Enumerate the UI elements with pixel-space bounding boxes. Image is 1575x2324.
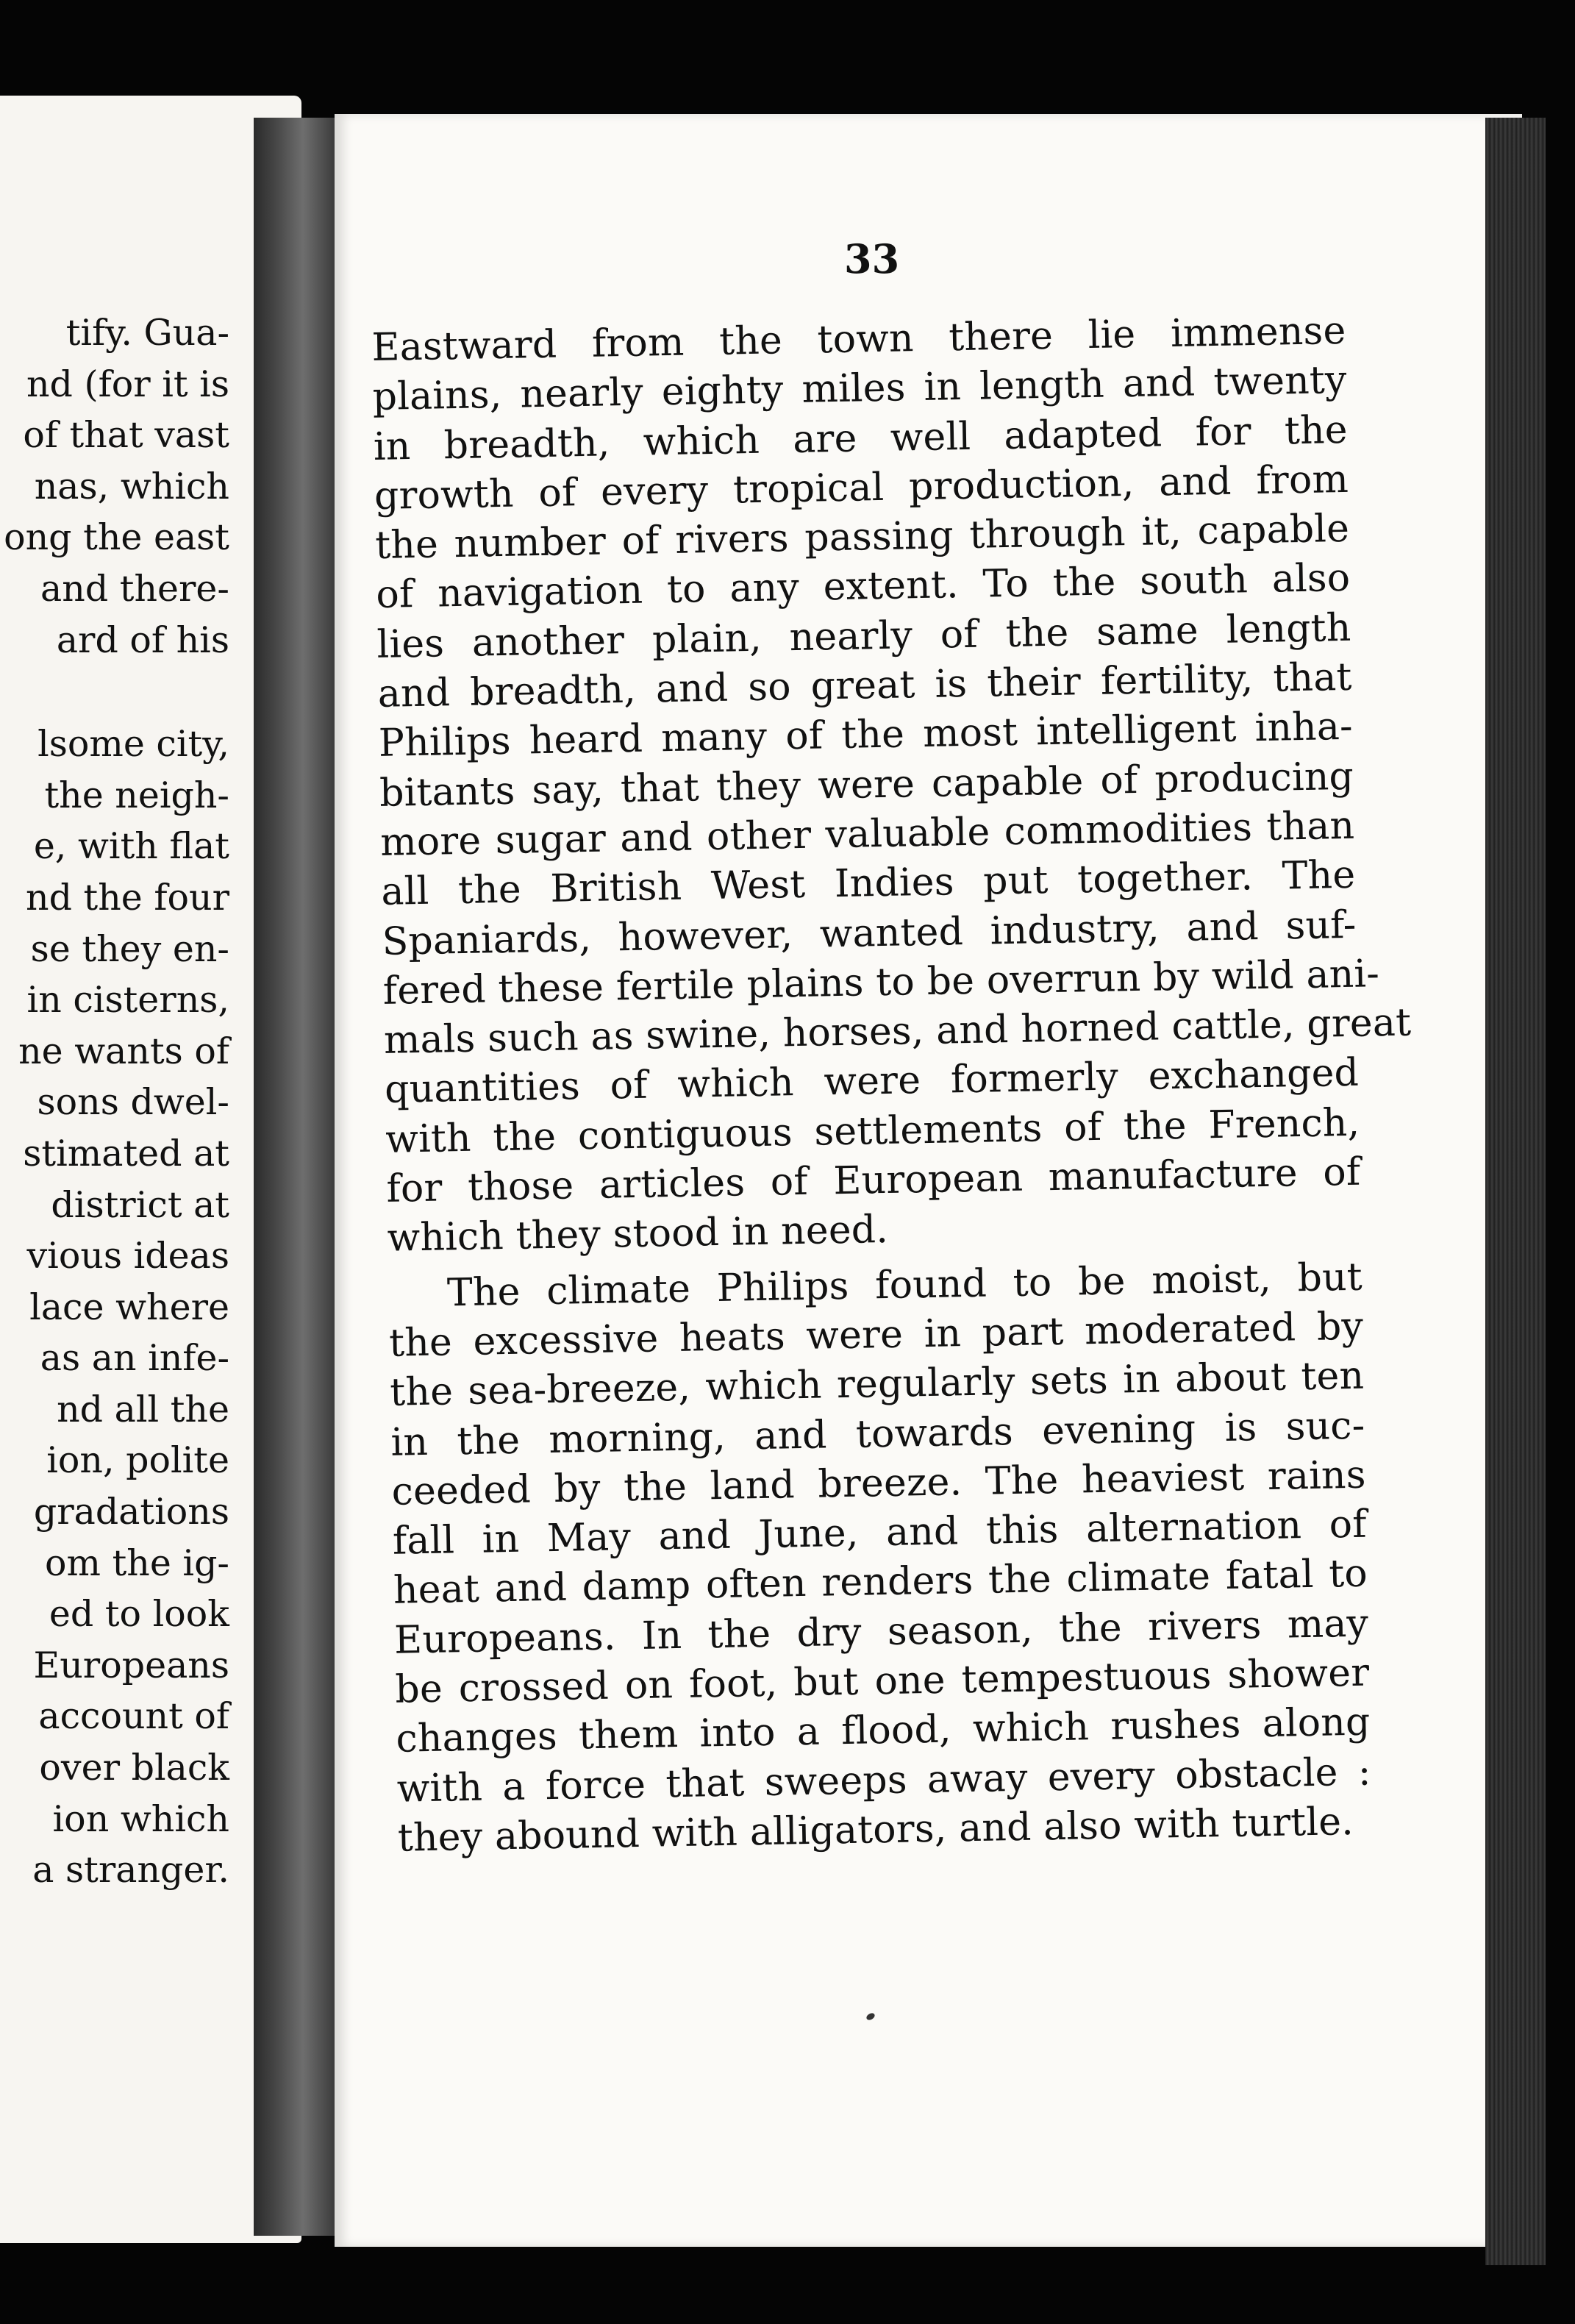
text-line: with the contiguous settlements of the French,	[385, 1100, 1360, 1162]
page-number: 33	[844, 235, 900, 282]
left-page-line: district at	[51, 1183, 229, 1226]
left-page-line: ong the east	[4, 516, 229, 559]
left-page-line: ard of his	[56, 619, 229, 661]
text-line: The climate Philips found to be moist, but	[446, 1255, 1363, 1316]
left-page-line: ion which	[52, 1797, 229, 1840]
left-page-line: as an infe-	[40, 1337, 229, 1380]
left-page-line: vious ideas	[26, 1235, 229, 1277]
left-page-line: ne wants of	[18, 1030, 229, 1072]
left-page-line	[4, 666, 229, 719]
text-line: plains, nearly eighty miles in length and twenty	[372, 358, 1348, 420]
left-page-line: nd (for it is	[26, 363, 229, 405]
left-page-line: se they en-	[30, 927, 229, 970]
text-line: heat and damp often renders the climate fatal to	[393, 1552, 1368, 1614]
text-line: in breadth, which are well adapted for the	[373, 407, 1349, 469]
left-page-line: e, with flat	[33, 825, 229, 868]
left-page-line: nd all the	[57, 1388, 229, 1430]
text-line: the excessive heats were in part moderated by	[388, 1304, 1364, 1366]
text-line: more sugar and other valuable commodities than	[379, 803, 1355, 865]
text-line: lies another plain, nearly of the same length	[376, 605, 1351, 667]
left-page-line: Europeans	[33, 1644, 229, 1686]
text-line: Spaniards, however, wanted industry, and suf-	[382, 902, 1357, 964]
left-page-line: ion, polite	[46, 1439, 229, 1482]
left-page-line: nd the four	[26, 876, 229, 919]
left-page-line: lsome city,	[38, 723, 229, 766]
text-line: Eastward from the town there lie immense	[371, 308, 1346, 370]
text-line: Europeans. In the dry season, the rivers may	[393, 1601, 1369, 1663]
left-page-line: gradations	[33, 1491, 229, 1533]
left-page-line: the neigh-	[44, 774, 229, 816]
left-page-line: stimated at	[23, 1132, 229, 1175]
text-line: of navigation to any extent. To the south also	[375, 556, 1351, 618]
text-line: ceeded by the land breeze. The heaviest rains	[391, 1452, 1367, 1514]
left-page-text	[4, 307, 229, 1896]
left-page-line: ed to look	[49, 1593, 229, 1636]
left-page-line: and there-	[40, 567, 229, 610]
left-page-line: account of	[38, 1695, 229, 1738]
paragraph-1	[371, 307, 1412, 1264]
book-gutter-shadow	[254, 118, 336, 2236]
text-line: for those articles of European manufacture of	[386, 1149, 1361, 1211]
text-line: growth of every tropical production, and from	[374, 457, 1349, 518]
text-line: they abound with alligators, and also with turtle.	[397, 1799, 1354, 1861]
left-page-line: a stranger.	[32, 1849, 229, 1892]
left-page-line: sons dwel-	[37, 1081, 229, 1124]
left-page-line: tify. Gua-	[65, 312, 229, 354]
left-page-line: over black	[39, 1747, 229, 1789]
left-page-line: nas, which	[34, 465, 229, 507]
text-line: changes them into a flood, which rushes along	[396, 1700, 1371, 1762]
text-line: be crossed on foot, but one tempestuous shower	[394, 1650, 1370, 1712]
text-line: mals such as swine, horses, and horned cattle, great	[383, 1000, 1412, 1063]
text-line: Philips heard many of the most intelligent inha-	[378, 705, 1354, 766]
page-body-text	[371, 307, 1412, 1864]
text-line: the sea-breeze, which regularly sets in about ten	[389, 1353, 1365, 1416]
text-line: in the morning, and towards evening is suc-	[390, 1403, 1365, 1465]
left-page-line: of that vast	[23, 414, 229, 457]
text-line: quantities of which were formerly exchanged	[384, 1051, 1360, 1113]
left-page-line: lace where	[29, 1286, 229, 1328]
text-line: and breadth, and so great is their fertility, that	[377, 655, 1353, 716]
text-line: fall in May and June, and this alternation of	[392, 1502, 1368, 1564]
text-line: bitants say, that they were capable of producing	[379, 754, 1354, 816]
page-edge-shadow	[1485, 118, 1546, 2265]
paragraph-2	[388, 1252, 1372, 1864]
text-line: all the British West Indies put together. The	[380, 853, 1356, 915]
left-page-line: om the ig-	[45, 1541, 229, 1584]
text-line: the number of rivers passing through it, capable	[374, 507, 1350, 568]
text-line: fered these fertile plains to be overrun by wild ani-	[382, 952, 1380, 1013]
text-line: which they stood in need.	[387, 1208, 889, 1261]
left-page-line: in cisterns,	[26, 979, 229, 1022]
text-line: with a force that sweeps away every obstacle :	[396, 1750, 1372, 1811]
